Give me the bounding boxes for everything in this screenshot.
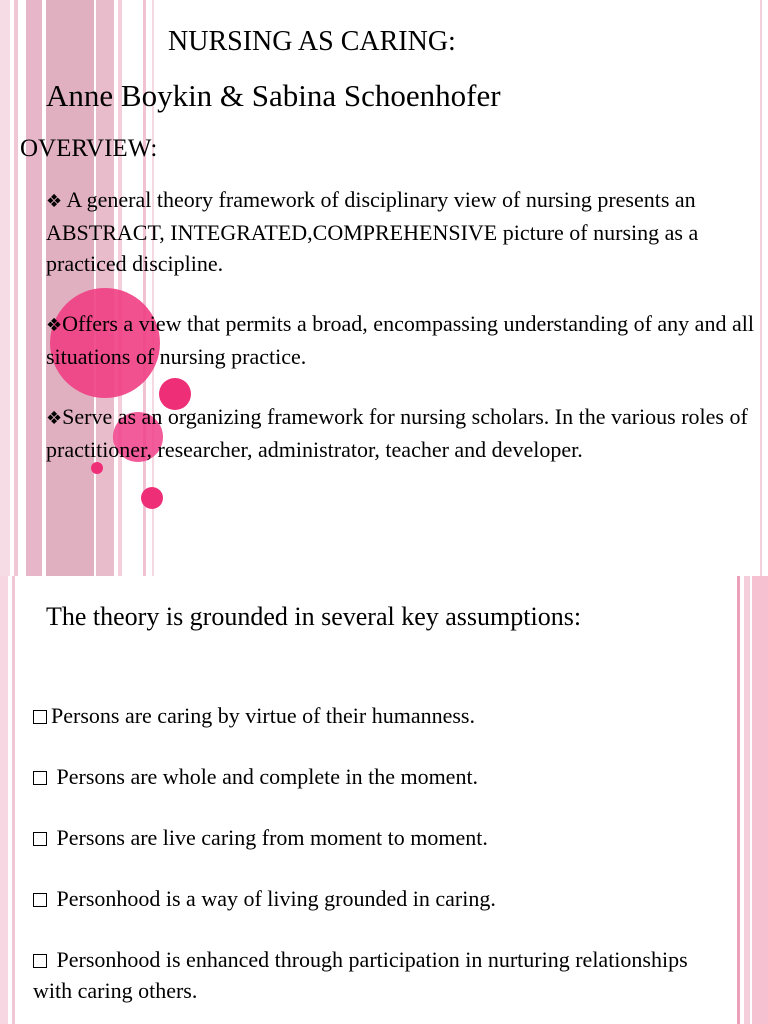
decorative-stripe: [12, 576, 15, 1024]
decorative-stripe: [0, 0, 10, 576]
diamond-bullet-icon: ❖: [46, 315, 63, 336]
diamond-bullet-icon: ❖: [46, 191, 63, 212]
checkbox-bullet-icon: [33, 893, 47, 907]
decorative-stripe: [14, 0, 18, 576]
decorative-stripe: [752, 576, 768, 1024]
decorative-stripe: [744, 576, 750, 1024]
list-item: ❖ A general theory framework of disciplinary view of nursing presents an ABSTRACT, INTEGRATED,COMPREHENSIVE picture of nursing as a practiced discipline.: [46, 187, 699, 276]
overview-heading: OVERVIEW:: [20, 135, 158, 162]
diamond-bullet-icon: ❖: [46, 408, 63, 429]
slide-assumptions: [0, 576, 768, 1024]
decorative-stripe: [0, 576, 8, 1024]
checkbox-bullet-icon: [33, 710, 47, 724]
checkbox-bullet-icon: [33, 832, 47, 846]
slide-authors: Anne Boykin & Sabina Schoenhofer: [46, 78, 501, 113]
slide-title: NURSING AS CARING:: [168, 26, 456, 57]
checkbox-bullet-icon: [33, 771, 47, 785]
decorative-stripe: [26, 0, 42, 576]
list-item: Personhood is enhanced through participation in nurturing relationships with caring others.: [33, 947, 688, 1003]
list-item: ❖Serve as an organizing framework for nursing scholars. In the various roles of practitioner, researcher, administrator, teacher and developer.: [46, 404, 748, 462]
list-item: Persons are caring by virtue of their humanness.: [33, 700, 713, 731]
checkbox-bullet-icon: [33, 954, 47, 968]
assumptions-heading: The theory is grounded in several key assumptions:: [46, 602, 582, 631]
list-item: Personhood is a way of living grounded in caring.: [33, 883, 713, 914]
list-item: Persons are whole and complete in the moment.: [33, 761, 713, 792]
list-item: ❖Offers a view that permits a broad, encompassing understanding of any and all situations of nursing practice.: [46, 311, 754, 369]
list-item: Persons are live caring from moment to moment.: [33, 822, 713, 853]
overview-bullet-list: [46, 184, 762, 494]
assumptions-list: [33, 700, 713, 1024]
decorative-stripe: [737, 576, 740, 1024]
